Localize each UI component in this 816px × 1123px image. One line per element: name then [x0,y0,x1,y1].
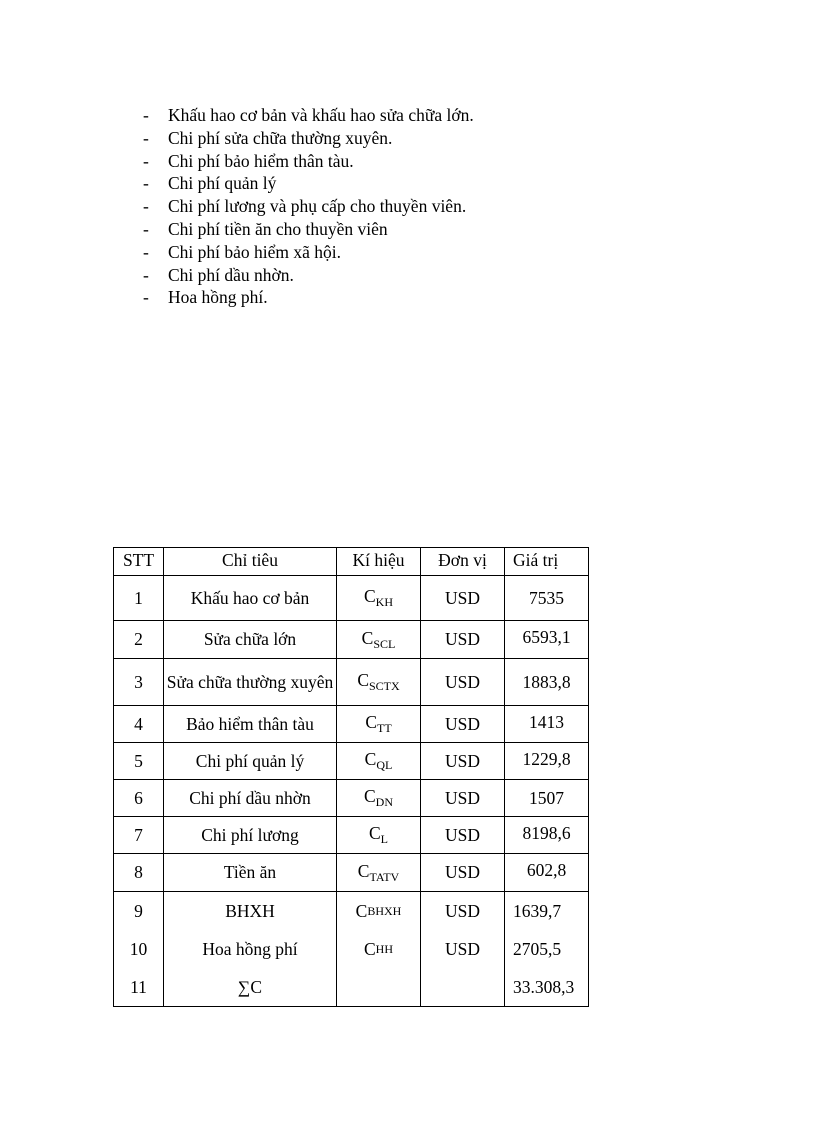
cell-value: 1507 [505,780,589,817]
list-item-text: Chi phí bảo hiểm thân tàu. [168,150,354,171]
list-item [143,264,474,287]
list-item [143,150,474,173]
bullet-dash: - [143,264,149,285]
merged-line: BHXH [225,900,275,921]
bullet-dash: - [143,241,149,262]
symbol-subscript: BHXH [367,903,402,918]
list-item-text: Chi phí lương và phụ cấp cho thuyền viên. [168,196,467,217]
cell-name: Tiền ăn [164,854,337,892]
list-item-text: Khấu hao cơ bản và khấu hao sửa chữa lớn. [168,105,474,125]
cell-stt: 1 [114,576,164,621]
cell-name [164,892,337,1007]
cell-name: Chi phí lương [164,817,337,854]
list-item-text: Chi phí bảo hiểm xã hội. [168,241,342,262]
cell-name: Sửa chữa thường xuyên [164,659,337,706]
cell-symbol [337,706,421,743]
symbol-letter: C [363,586,376,606]
merged-line [421,968,504,1006]
cell-symbol [337,892,421,1007]
cell-unit: USD [421,743,505,780]
header-unit: Đơn vị [421,548,505,576]
symbol-subscript: SCL [373,636,396,651]
cell-value: 602,8 [505,854,589,892]
list-item [143,286,474,309]
cell-stt: 4 [114,706,164,743]
header-stt: STT [114,548,164,576]
list-item-text: Chi phí tiền ăn cho thuyền viên [168,218,388,239]
cell-symbol [337,743,421,780]
cell-unit: USD [421,780,505,817]
symbol-letter: C [363,938,376,959]
cell-unit: USD [421,576,505,621]
bullet-list [143,104,474,309]
table-row-merged [114,892,589,1007]
cell-name: Khấu hao cơ bản [164,576,337,621]
cell-unit: USD [421,854,505,892]
cell-unit: USD [421,817,505,854]
table-row [114,854,589,892]
bullet-dash: - [143,173,149,194]
bullet-dash: - [143,127,149,148]
symbol-letter: C [355,900,368,921]
list-item [143,241,474,264]
symbol-line [337,892,420,930]
header-symbol: Kí hiệu [337,548,421,576]
cell-stt [114,892,164,1007]
header-name: Chỉ tiêu [164,548,337,576]
table-row [114,743,589,780]
symbol-letter: C [363,786,376,806]
symbol-letter: C [361,627,374,648]
cell-value: 1413 [505,706,589,743]
cell-unit: USD [421,659,505,706]
bullet-dash: - [143,287,149,308]
table-row [114,780,589,817]
symbol-letter: C [357,670,369,690]
merged-line: 9 [134,900,143,921]
cell-name: Bảo hiểm thân tàu [164,706,337,743]
cell-unit: USD [421,706,505,743]
symbol-line [337,930,420,968]
cell-stt: 8 [114,854,164,892]
cell-value: 1229,8 [505,743,589,780]
symbol-letter: C [365,712,377,732]
list-item [143,104,474,127]
cell-value: 8198,6 [505,817,589,854]
symbol-subscript: L [380,832,389,846]
bullet-dash: - [143,150,149,171]
list-item [143,218,474,241]
bullet-dash: - [143,218,149,239]
merged-line: USD [444,938,480,959]
cell-stt: 3 [114,659,164,706]
table-row [114,706,589,743]
merged-line: 1639,7 [513,900,562,921]
cost-table [113,547,589,1007]
merged-line: Hoa hồng phí [202,938,298,959]
merged-line: ∑C [237,976,263,997]
cell-symbol [337,780,421,817]
symbol-letter: C [368,823,381,843]
cell-symbol [337,621,421,659]
cell-name: Chi phí dầu nhờn [164,780,337,817]
merged-line: USD [444,900,480,921]
cell-unit: USD [421,621,505,659]
list-item [143,195,474,218]
table-row [114,659,589,706]
table-row [114,817,589,854]
bullet-dash: - [143,105,149,125]
header-value: Giá trị [505,548,589,576]
symbol-subscript: HH [375,941,394,956]
cell-symbol [337,576,421,621]
cell-symbol [337,854,421,892]
table-row [114,621,589,659]
cell-name: Chi phí quản lý [164,743,337,780]
cell-symbol [337,659,421,706]
cell-value [505,892,589,1007]
merged-line: 33.308,3 [513,976,575,997]
bullet-dash: - [143,196,149,217]
cell-value: 1883,8 [505,659,589,706]
cell-stt: 2 [114,621,164,659]
symbol-letter: C [364,749,377,769]
symbol-subscript: SCTX [369,679,400,693]
symbol-letter: C [357,860,370,881]
cell-name: Sửa chữa lớn [164,621,337,659]
cell-stt: 5 [114,743,164,780]
list-item [143,172,474,195]
cell-stt: 6 [114,780,164,817]
list-item-text: Chi phí dầu nhờn. [168,264,294,285]
table-header-row [114,548,589,576]
symbol-line [337,968,420,1006]
symbol-subscript: TT [377,721,392,735]
symbol-subscript: TATV [369,869,400,884]
merged-line: 10 [129,938,148,959]
symbol-subscript: QL [376,758,393,772]
symbol-subscript: KH [375,595,394,609]
symbol-subscript: DN [375,795,394,809]
list-item-text: Hoa hồng phí. [168,287,268,308]
merged-line: 11 [130,976,147,997]
list-item [143,127,474,150]
cell-stt: 7 [114,817,164,854]
table-row [114,576,589,621]
list-item-text: Chi phí sửa chữa thường xuyên. [168,127,393,148]
list-item-text: Chi phí quản lý [168,173,277,194]
cell-value: 6593,1 [505,621,589,659]
cell-unit [421,892,505,1007]
cell-symbol [337,817,421,854]
cell-value: 7535 [505,576,589,621]
merged-line: 2705,5 [513,938,562,959]
